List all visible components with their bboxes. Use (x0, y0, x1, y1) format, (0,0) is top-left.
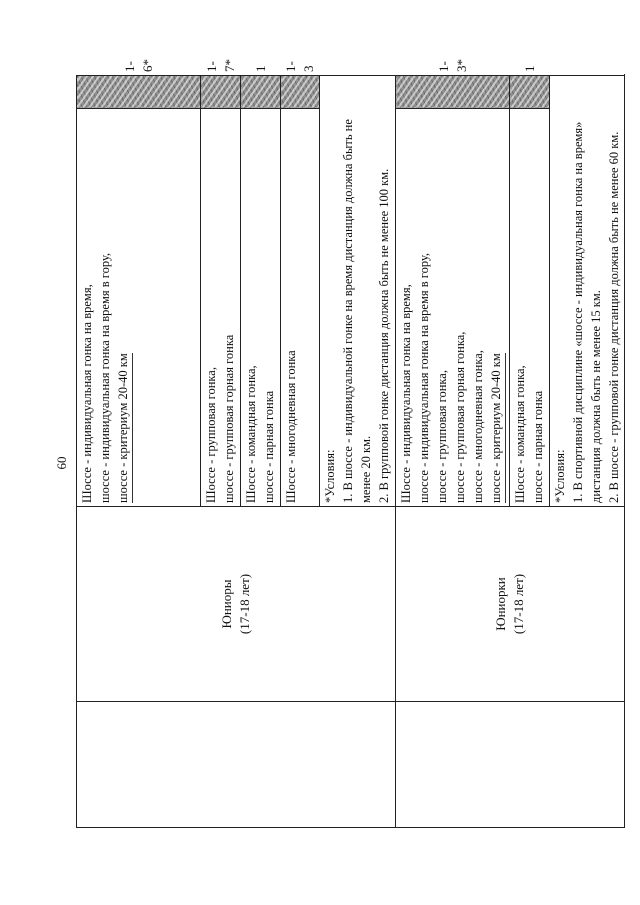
conditions-juniors-men: *Условия: 1. В шоссе - индивидуальной гонке на время дистанция должна быть не менее 20 км. 2. В групповой гонке дистанция должна быть не менее 100 км. (320, 76, 396, 507)
disciplines-team-race: Шоссе - командная гонка, шоссе - парная гонка (241, 109, 281, 507)
empty-left-cell (77, 702, 396, 828)
category-juniors-men: Юниоры (17-18 лет) (77, 507, 396, 702)
disciplines-women-team-race: Шоссе - командная гонка, шоссе - парная гонка (510, 109, 550, 507)
rotated-table-wrapper (76, 59, 621, 828)
category-juniors-women: Юниорки (17-18 лет) (396, 507, 625, 702)
disciplines-stage-race: Шоссе - многодневная гонка (281, 109, 320, 507)
qualification-table: Юниоры (17-18 лет) Шоссе - индивидуальная гонка на время, шоссе - индивидуальная гонка на время в гору, шоссе - критериум 20-40 км 1-6* Шоссе - групповая гонка, шоссе - групповая горная гонка 1-7* Шоссе - командная гонка, шоссе - парная гонка 1 Шоссе - многодневная гонка 1-3 *Условия: 1. В шоссе - индивидуальной гонке на время дистанция должна быть не менее 20 км. 2. В групповой гонке дистанция должна быть не менее 100 км. Юниорки (17-18 лет) Шоссе - индивидуальная гонка на время, шоссе - индивидуальная гонка на время в гору, шоссе - групповая гонка, шоссе - групповая горная гонка, шоссе - многодневная гонка, шоссе - критериум 20-40 км 1-3* Шоссе - командная гонка, шоссе - парная гонка 1 *Условия: 1. В спортивной дисциплине «шоссе - индивидуальная гонка на время» дистанция должна быть не менее 15 км. 2. В шоссе - групповой гонке дистанция должна быть не менее 60 км. (76, 75, 625, 828)
shaded-cell (510, 76, 550, 109)
page-number: 60 (54, 456, 69, 470)
conditions-juniors-women: *Условия: 1. В спортивной дисциплине «шоссе - индивидуальная гонка на время» дистанция должна быть не менее 15 км. 2. В шоссе - групповой гонке дистанция должна быть не менее 60 км. (550, 76, 625, 507)
disciplines-group-race: Шоссе - групповая гонка, шоссе - групповая горная гонка (201, 109, 241, 507)
disciplines-individual-time-trial: Шоссе - индивидуальная гонка на время, шоссе - индивидуальная гонка на время в гору, шоссе - критериум 20-40 км (77, 109, 201, 507)
empty-left-cell (396, 702, 625, 828)
disciplines-women-road: Шоссе - индивидуальная гонка на время, шоссе - индивидуальная гонка на время в гору, шоссе - групповая гонка, шоссе - групповая горная гонка, шоссе - многодневная гонка, шоссе - критериум 20-40 км (396, 109, 510, 507)
shaded-cell (281, 76, 320, 109)
shaded-cell (201, 76, 241, 109)
shaded-cell (77, 76, 201, 109)
shaded-cell (396, 76, 510, 109)
shaded-cell (241, 76, 281, 109)
